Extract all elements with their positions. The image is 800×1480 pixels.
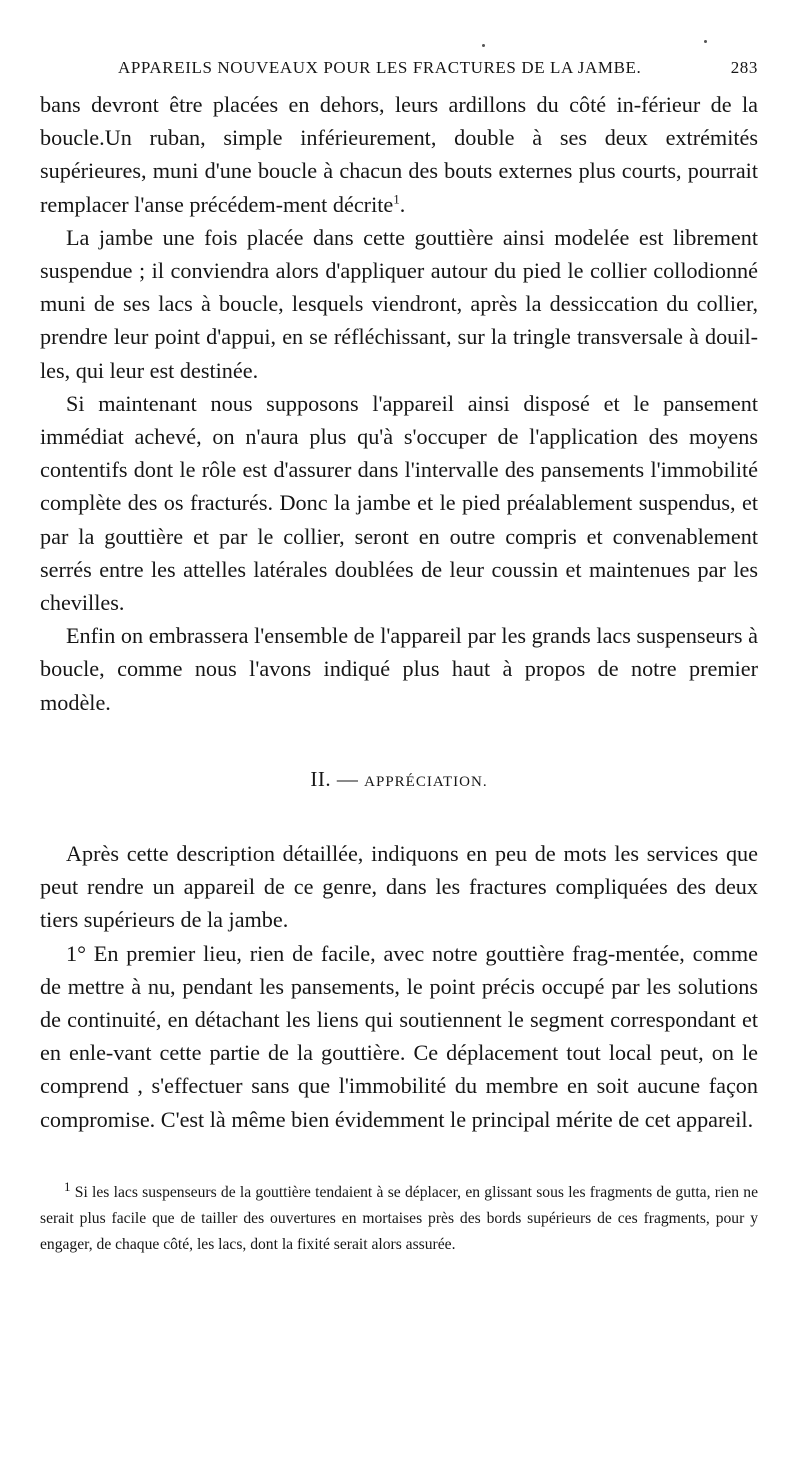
- footnote-text: Si les lacs suspenseurs de la gouttière tendaient à se déplacer, en glissant sous les fragments de gutta, rien ne serait plus facile que de tailler des ouvertures en mortaises près des bords supérieurs de ces fragments, pour y engager, de chaque côté, les lacs, dont la fixité serait alors assurée.: [40, 1183, 758, 1253]
- section-number: II.: [310, 766, 332, 791]
- paragraph-4: Enfin on embrassera l'ensemble de l'appareil par les grands lacs suspenseurs à boucle, comme nous l'avons indiqué plus haut à propos de notre premier modèle.: [40, 623, 758, 715]
- page-number: 283: [730, 58, 758, 77]
- footnote: [40, 1180, 758, 1258]
- section-title: APPRÉCIATION.: [364, 773, 488, 790]
- footnote-paragraph: [40, 1180, 758, 1258]
- paragraph-6: 1° En premier lieu, rien de facile, avec notre gouttière frag-mentée, comme de mettre à nu, pendant les pansements, le point précis occupé par les solutions de continuité, en détachant les liens qui soutiennent le segment correspondant et en enle-vant cette partie de la gouttière. Ce déplacement tout local peut, on le comprend , s'effectuer sans que l'immobilité du membre en soit aucune façon compromise. C'est là même bien évidemment le principal mérite de cet appareil.: [40, 940, 758, 1132]
- footnote-reference: 1: [393, 191, 400, 207]
- print-speck: [704, 40, 707, 43]
- footnote-marker: 1: [64, 1178, 71, 1194]
- running-title: APPAREILS NOUVEAUX POUR LES FRACTURES DE LA JAMBE.: [118, 58, 642, 77]
- paragraph-1: [40, 88, 758, 221]
- print-speck: [482, 44, 485, 47]
- section-heading: [40, 763, 758, 799]
- paragraph-3: Si maintenant nous supposons l'appareil ainsi disposé et le pansement immédiat achevé, on n'aura plus qu'à s'occuper de l'application des moyens contentifs dont le rôle est d'assurer dans l'intervalle des pansements l'immobilité complète des os fracturés. Donc la jambe et le pied préalablement suspendus, et par la gouttière et par le collier, seront en outre compris et convenablement serrés entre les attelles latérales doublées de leur coussin et maintenues par les chevilles.: [40, 390, 758, 616]
- paragraph-5: Après cette description détaillée, indiquons en peu de mots les services que peut rendre un appareil de ce genre, dans les fractures compliquées des deux tiers supérieurs de la jambe.: [40, 841, 758, 933]
- section-dash: —: [336, 766, 359, 791]
- paragraph-2: La jambe une fois placée dans cette gouttière ainsi modelée est librement suspendue ; il conviendra alors d'appliquer autour du pied le collier collodionné muni de ses lacs à boucle, lesquels viendront, après la dessiccation du collier, prendre leur point d'appui, en se réfléchissant, sur la tringle transversale à douil-les, qui leur est destinée.: [40, 224, 758, 383]
- paragraph-1-text: bans devront être placées en dehors, leurs ardillons du côté in-férieur de la boucle.Un ruban, simple inférieurement, double à ses deux extrémités supérieures, muni d'une boucle à chacun des bouts externes plus courts, pourrait remplacer l'anse précédem-ment décrite: [40, 92, 758, 217]
- running-head: [118, 58, 758, 88]
- paragraph-1-end: .: [399, 191, 406, 217]
- body-text: [40, 88, 758, 1136]
